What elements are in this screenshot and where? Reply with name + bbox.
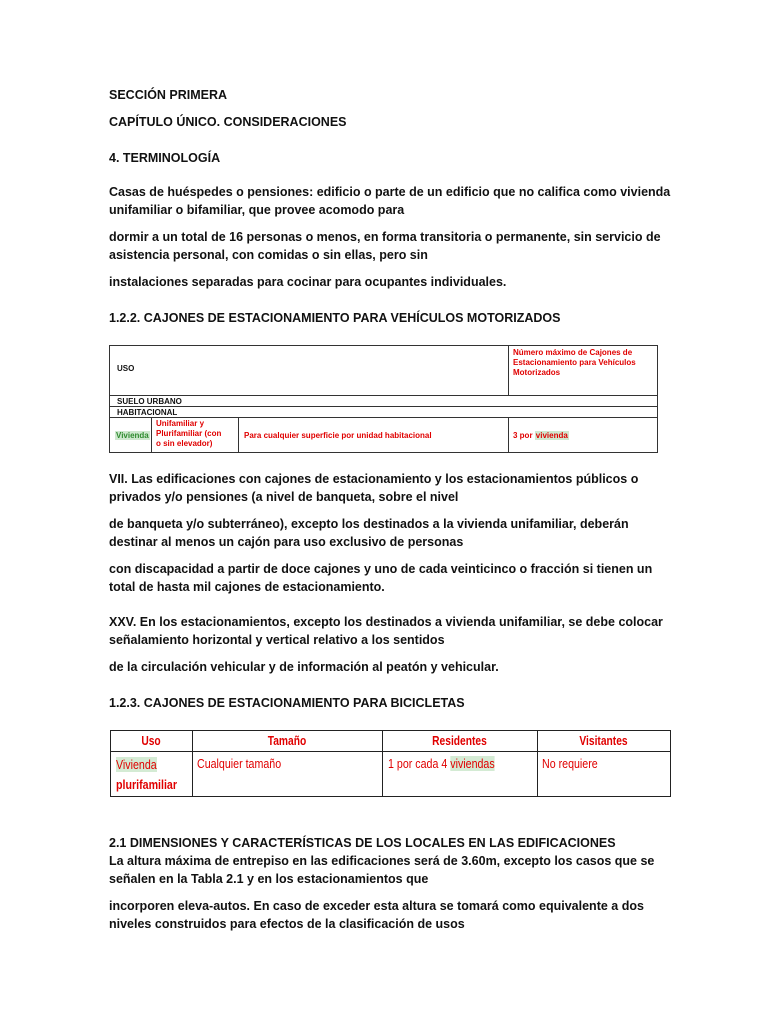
type-line: o sin elevador) [156, 439, 213, 448]
paragraph-xxv-part2 [109, 658, 669, 676]
tamano-cell: Cualquier tamaño [197, 756, 282, 771]
section-title: SECCIÓN PRIMERA [109, 88, 228, 102]
text-line: señalen en la Tabla 2.1 y en los estacionamientos que [109, 872, 429, 886]
max-value-cell [513, 431, 569, 441]
paragraph-vii-part2 [109, 515, 669, 551]
residentes-prefix: 1 por cada 4 [388, 756, 448, 771]
text-line: niveles construidos para efectos de la clasificación de usos [109, 917, 465, 931]
header-line: Estacionamiento para Vehículos [513, 358, 636, 367]
text-line: XXV. En los estacionamientos, excepto los destinados a vivienda unifamiliar, se debe colocar [109, 615, 663, 629]
residentes-word: viviendas [450, 756, 495, 771]
terminology-heading: 4. TERMINOLOGÍA [109, 151, 221, 165]
header-line: Motorizados [513, 368, 561, 377]
text-line: total de hasta mil cajones de estacionamiento. [109, 580, 385, 594]
motor-parking-heading: 1.2.2. CAJONES DE ESTACIONAMIENTO PARA VEHÍCULOS MOTORIZADOS [109, 311, 561, 325]
vivienda-highlight: Vivienda [116, 431, 149, 440]
text-line: instalaciones separadas para cocinar para ocupantes individuales. [109, 275, 507, 289]
section-21-part1 [109, 834, 669, 888]
uso-column-header: Uso [141, 734, 161, 748]
text-line: de la circulación vehicular y de información al peatón y vehicular. [109, 660, 499, 674]
max-word: vivienda [535, 431, 568, 440]
text-line: VII. Las edificaciones con cajones de estacionamiento y los estacionamientos públicos o [109, 472, 639, 486]
text-line: con discapacidad a partir de doce cajones y uno de cada veinticinco o fracción si tienen un [109, 562, 653, 576]
bicycle-parking-table [110, 730, 671, 798]
residentes-cell [388, 756, 495, 771]
residentes-column-header: Residentes [432, 734, 487, 748]
tamano-column-header: Tamaño [267, 734, 307, 748]
uso-cell [116, 755, 177, 795]
max-spaces-header [513, 348, 636, 378]
suelo-urbano-row: SUELO URBANO [117, 397, 182, 406]
guesthouse-paragraph-part3 [109, 273, 669, 291]
section-21-part2 [109, 897, 669, 933]
visitantes-cell: No requiere [542, 756, 598, 771]
bicycle-parking-heading: 1.2.3. CAJONES DE ESTACIONAMIENTO PARA BICICLETAS [109, 696, 465, 710]
vivienda-cell [115, 431, 150, 441]
guesthouse-paragraph-part1 [109, 183, 669, 219]
section-21-heading: 2.1 DIMENSIONES Y CARACTERÍSTICAS DE LOS LOCALES EN LAS EDIFICACIONES [109, 836, 616, 850]
max-prefix: 3 por [513, 431, 533, 440]
type-line: Unifamiliar y [156, 419, 205, 428]
type-line: Plurifamiliar (con [156, 429, 222, 438]
paragraph-vii-part1 [109, 470, 669, 506]
text-line: dormir a un total de 16 personas o menos, en forma transitoria o permanente, sin servicio de [109, 230, 661, 244]
housing-type-cell [156, 419, 221, 449]
visitantes-column-header: Visitantes [579, 734, 628, 748]
habitacional-row: HABITACIONAL [117, 408, 178, 417]
chapter-title: CAPÍTULO ÚNICO. CONSIDERACIONES [109, 115, 347, 129]
text-line: La altura máxima de entrepiso en las edificaciones será de 3.60m, excepto los casos que se [109, 854, 655, 868]
uso-line: plurifamiliar [116, 777, 178, 792]
text-line: destinar al menos un cajón para uso exclusivo de personas [109, 535, 464, 549]
text-line: asistencia personal, con comidas o sin ellas, pero sin [109, 248, 428, 262]
surface-cell: Para cualquier superficie por unidad habitacional [244, 431, 432, 440]
guesthouse-paragraph-part2 [109, 228, 669, 264]
text-line: señalamiento horizontal y vertical relativo a los sentidos [109, 633, 445, 647]
text-line: incorporen eleva-autos. En caso de exceder esta altura se tomará como equivalente a dos [109, 899, 644, 913]
header-line: Número máximo de Cajones de [513, 348, 633, 357]
text-line: unifamiliar o bifamiliar, que provee acomodo para [109, 203, 405, 217]
paragraph-xxv-part1 [109, 613, 669, 649]
paragraph-vii-part3 [109, 560, 669, 596]
vivienda-highlight: Vivienda [116, 757, 157, 772]
motor-parking-table [109, 345, 658, 453]
text-line: privados y/o pensiones (a nivel de banqueta, sobre el nivel [109, 490, 459, 504]
text-line: Casas de huéspedes o pensiones: edificio o parte de un edificio que no califica como vivienda [109, 185, 671, 199]
text-line: de banqueta y/o subterráneo), excepto los destinados a la vivienda unifamiliar, deberán [109, 517, 629, 531]
uso-header: USO [117, 364, 135, 373]
